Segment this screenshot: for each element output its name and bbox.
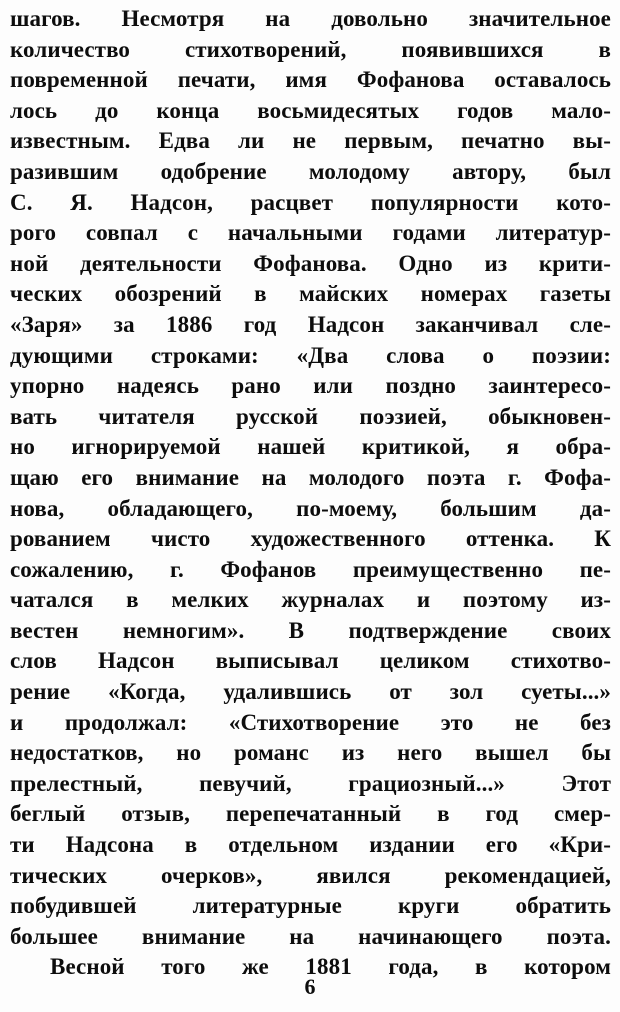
text-line: известным. Едва ли не первым, печатно вы- bbox=[10, 128, 611, 154]
text-line: чатался в мелких журналах и поэтому из- bbox=[10, 587, 611, 613]
text-line: упорно надеясь рано или поздно заинтересо- bbox=[10, 373, 611, 399]
page-number: 6 bbox=[304, 974, 316, 999]
body-text bbox=[10, 4, 611, 983]
text-line: нова, обладающего, по-моему, большим да- bbox=[10, 495, 611, 521]
text-line: ти Надсона в отдельном издании его «Кри- bbox=[10, 832, 611, 858]
text-line: тических очерков», явился рекомендацией, bbox=[10, 862, 611, 888]
text-line: дующими строками: «Два слова о поэзии: bbox=[10, 342, 611, 368]
paragraph-first-line: Весной того же 1881 года, в котором bbox=[50, 954, 611, 980]
text-line: прелестный, певучий, грациозный...» Этот bbox=[10, 770, 611, 796]
text-line: и продолжал: «Стихотворение это не без bbox=[10, 709, 611, 735]
text-line: ческих обозрений в майских номерах газеты bbox=[10, 281, 611, 307]
text-line: вестен немногим». В подтверждение своих bbox=[10, 617, 611, 643]
text-line: С. Я. Надсон, расцвет популярности кото- bbox=[10, 189, 611, 215]
text-line: щаю его внимание на молодого поэта г. Фофа- bbox=[10, 464, 611, 490]
text-line: сожалению, г. Фофанов преимущественно пе- bbox=[10, 556, 611, 582]
text-line: «Заря» за 1886 год Надсон заканчивал сле- bbox=[10, 311, 611, 337]
text-line: шагов. Несмотря на довольно значительное bbox=[10, 6, 611, 31]
text-line: большее внимание на начинающего поэта. bbox=[10, 923, 611, 949]
text-line: повременной печати, имя Фофанова оставалось bbox=[10, 67, 611, 93]
text-line: разившим одобрение молодому автору, был bbox=[10, 158, 611, 184]
text-line: рого совпал с начальными годами литератур- bbox=[10, 220, 611, 246]
text-line: рованием чисто художественного оттенка. К bbox=[10, 526, 611, 552]
text-line: ной деятельности Фофанова. Одно из крити- bbox=[10, 250, 611, 276]
text-line: но игнорируемой нашей критикой, я обра- bbox=[10, 434, 611, 460]
text-line: слов Надсон выписывал целиком стихотво- bbox=[10, 648, 611, 674]
text-line: количество стихотворений, появившихся в bbox=[10, 36, 611, 62]
text-line: беглый отзыв, перепечатанный в год смер- bbox=[10, 801, 611, 827]
text-line: вать читателя русской поэзией, обыкновен- bbox=[10, 403, 611, 429]
text-line: недостатков, но романс из него вышел бы bbox=[10, 740, 611, 766]
text-line: рение «Когда, удалившись от зол суеты...» bbox=[10, 679, 611, 705]
text-line: лось до конца восьмидесятых годов мало- bbox=[10, 97, 611, 123]
text-line: побудившей литературные круги обратить bbox=[10, 893, 611, 919]
